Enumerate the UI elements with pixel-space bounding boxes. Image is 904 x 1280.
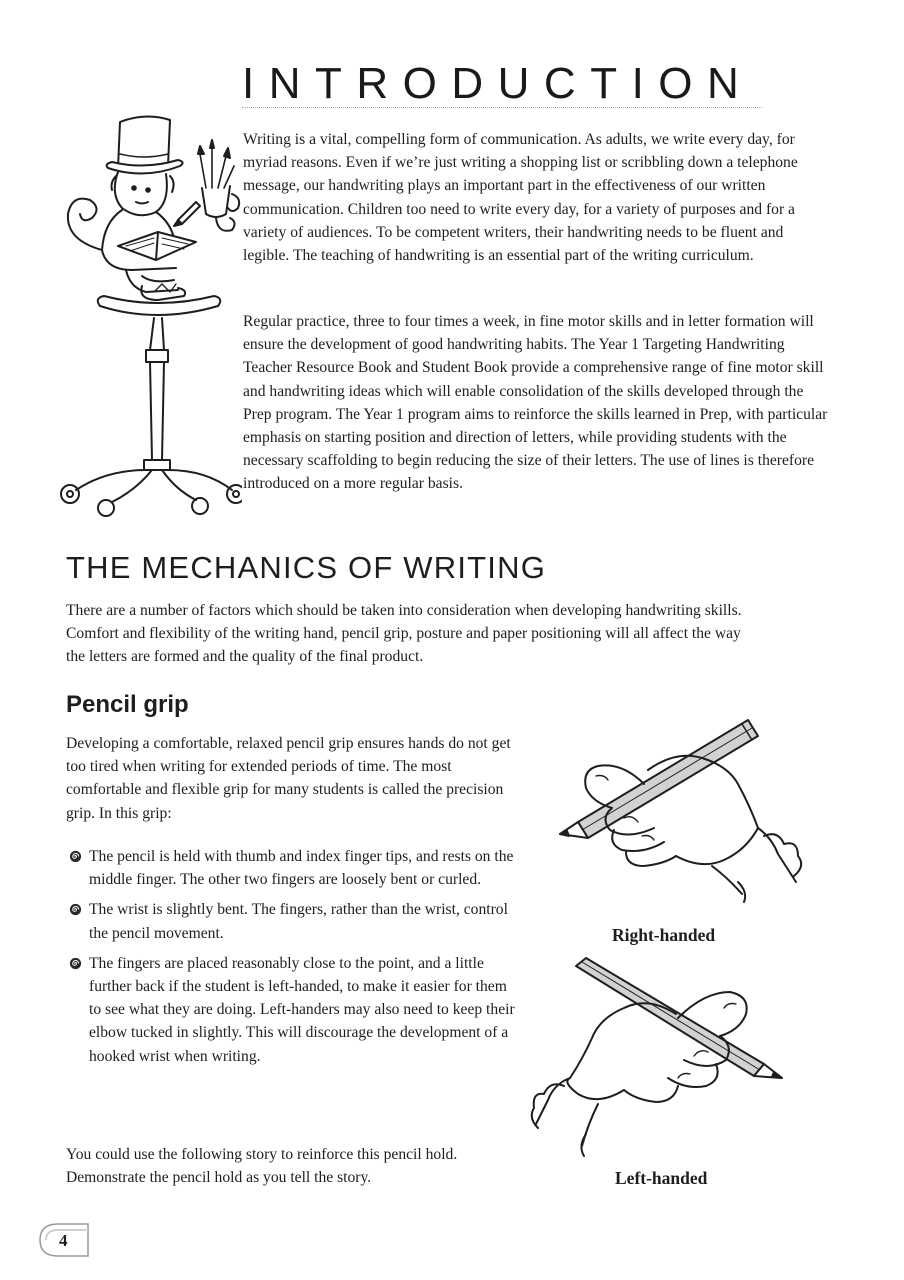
story-paragraph: You could use the following story to reinforce this pencil hold. Demonstrate the pencil hold as you tell the story.: [66, 1146, 458, 1187]
bullet-text: The wrist is slightly bent. The fingers, rather than the wrist, control the pencil movement.: [89, 901, 508, 942]
mechanics-paragraph: There are a number of factors which should be taken into consideration when developing handwriting skills. Comfort and flexibility of the writing hand, pencil grip, posture and paper positioning will all affect the way the letters are formed and the quality of the final product.: [66, 602, 742, 666]
left-hand-pencil-illustration: [528, 956, 788, 1161]
caption-left-handed: Left-handed: [615, 1168, 708, 1188]
list-item: [66, 845, 516, 891]
page-number: 4: [59, 1231, 68, 1250]
intro-paragraph-1: Writing is a vital, compelling form of communication. As adults, we write every day, for myriad reasons. Even if we’re just writing a shopping list or scribbling down a telephone message, our handwriting plays an important part in the effectiveness of our written communication. Children too need to write every day, for a variety of purposes and for a variety of audiences. To be competent writers, their handwriting needs to be fluent and legible. The teaching of handwriting is an essential part of the writing curriculum.: [243, 131, 798, 265]
list-item: [66, 952, 516, 1068]
page-title: INTRODUCTION: [242, 59, 754, 108]
intro-paragraph-2: Regular practice, three to four times a week, in fine motor skills and in letter formation will ensure the development of good handwriting habits. The Year 1 Targeting Handwriting Teacher Resource Book and Student Book provide a comprehensive range of fine motor skill and handwriting ideas which will enable consolidation of the skills developed through the Prep program. The Year 1 program aims to reinforce the skills learned in Prep, with particular emphasis on starting position and direction of letters, while providing students with the necessary scaffolding to begin reducing the size of their letters. The use of lines is therefore introduced on a more regular basis.: [243, 313, 828, 493]
right-hand-pencil-illustration: [552, 710, 807, 910]
section-heading-mechanics: THE MECHANICS OF WRITING: [66, 550, 547, 585]
caption-right-handed: Right-handed: [612, 925, 716, 945]
bullet-text: The fingers are placed reasonably close to the point, and a little further back if the student is left-handed, to make it easier for them to see what they are doing. Left-handers may also need to keep their elbow tucked in slightly. This will discourage the development of a hooked wrist when writing.: [89, 954, 515, 1065]
bullet-text: The pencil is held with thumb and index finger tips, and rests on the middle finger. The other two fingers are loosely bent or curled.: [89, 848, 514, 889]
subheading-pencil-grip: Pencil grip: [66, 691, 189, 718]
grip-bullet-list: [66, 845, 516, 1075]
spiral-bullet-icon: [69, 957, 82, 970]
spiral-bullet-icon: [69, 850, 82, 863]
title-underline: [242, 107, 762, 108]
child-on-stool-illustration: [46, 110, 242, 520]
spiral-bullet-icon: [69, 903, 82, 916]
list-item: [66, 898, 516, 944]
pencil-grip-paragraph: Developing a comfortable, relaxed pencil grip ensures hands do not get too tired when writing for extended periods of time. The most comfortable and flexible grip for many students is called the precision grip. In this grip:: [66, 735, 511, 822]
